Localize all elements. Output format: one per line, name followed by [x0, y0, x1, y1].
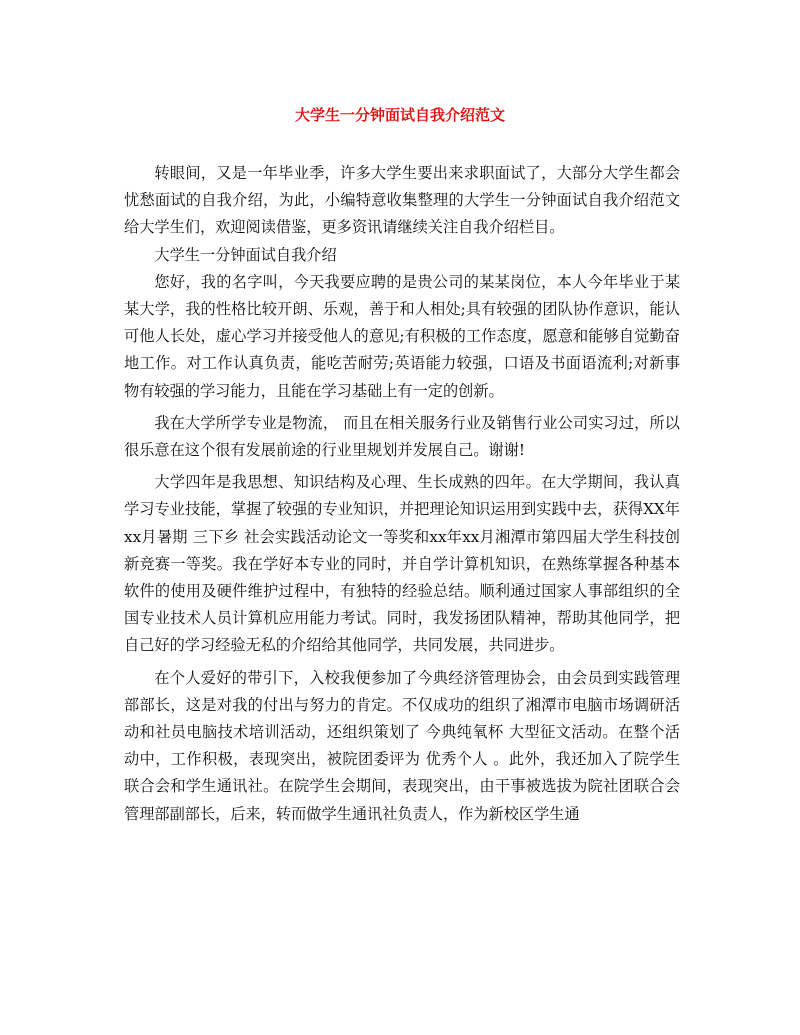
university-years-paragraph: 大学四年是我思想、知识结构及心理、生长成熟的四年。在大学期间，我认真学习专业技能，掌握了较强的专业知识，并把理论知识运用到实践中去，获得XX年xx月暑期 三下乡 社会实践活动论文一等奖和xx年xx月湘潭市第四届大学生科技创新竞赛一等奖。我在学好本专业的同时，并自学计算机知识，在熟练掌握各种基本软件的使用及硬件维护过程中，有独特的经验总结。顺利通过国家人事部组织的全国专业技术人员计算机应用能力考试。同时，我发扬团队精神，帮助其他同学，把自己好的学习经验无私的介绍给其他同学，共同发展，共同进步。 [124, 473, 680, 655]
activities-paragraph: 在个人爱好的带引下，入校我便参加了今典经济管理协会，由会员到实践管理部部长，这是对我的付出与努力的肯定。不仅成功的组织了湘潭市电脑市场调研活动和社员电脑技术培训活动，还组织策划了 今典纯氧杯 大型征文活动。在整个活动中，工作积极，表现突出，被院团委评为 优秀个人 。此外，我还加入了院学生联合会和学生通讯社。在院学生会期间，表现突出，由干事被选拔为院社团联合会管理部副部长，后来，转而做学生通讯社负责人，作为新校区学生通 [124, 668, 680, 823]
document-body [124, 160, 680, 828]
intro-paragraph: 转眼间，又是一年毕业季，许多大学生要出来求职面试了，大部分大学生都会忧愁面试的自我介绍，为此，小编特意收集整理的大学生一分钟面试自我介绍范文给大学生们，欢迎阅读借鉴，更多资讯请继续关注自我介绍栏目。 [124, 164, 680, 237]
major-paragraph: 我在大学所学专业是物流， 而且在相关服务行业及销售行业公司实习过，所以很乐意在这个很有发展前途的行业里规划并发展自己。谢谢! [124, 413, 680, 460]
document-title: 大学生一分钟面试自我介绍范文 [294, 106, 505, 124]
self-intro-paragraph: 您好，我的名字叫，今天我要应聘的是贵公司的某某岗位，本人今年毕业于某某大学，我的性格比较开朗、乐观，善于和人相处;具有较强的团队协作意识，能认可他人长处，虚心学习并接受他人的意见;有积极的工作态度，愿意和能够自觉勤奋地工作。对工作认真负责，能吃苦耐劳;英语能力较强，口语及书面语流利;对新事物有较强的学习能力，且能在学习基础上有一定的创新。 [124, 272, 680, 400]
section-heading: 大学生一分钟面试自我介绍 [154, 245, 337, 264]
